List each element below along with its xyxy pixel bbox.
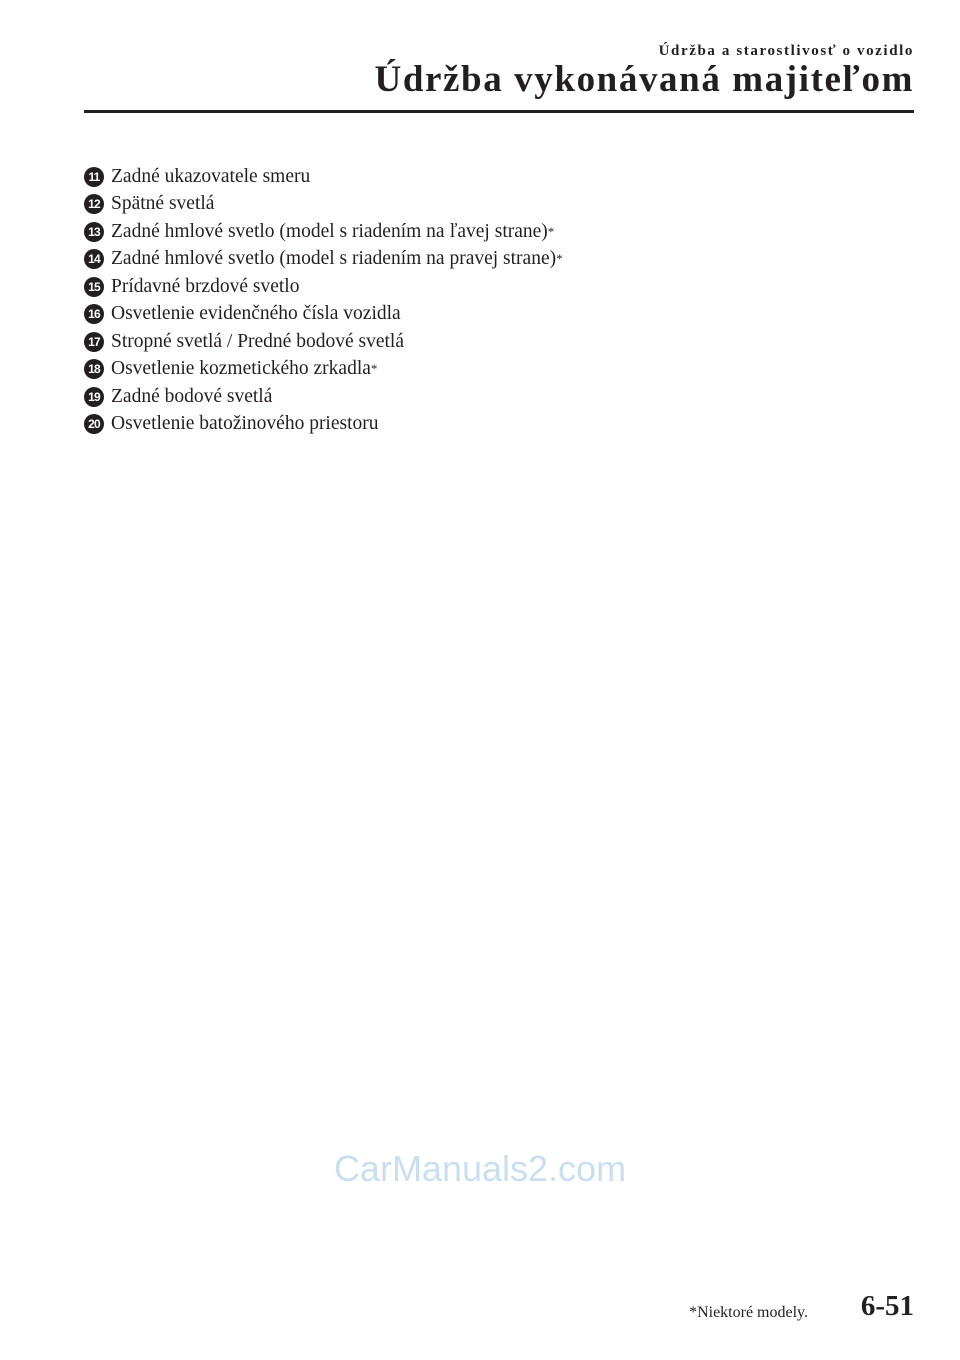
number-badge-icon: 14 bbox=[84, 249, 104, 269]
list-item bbox=[84, 383, 563, 411]
list-item bbox=[84, 328, 563, 356]
page-number: 6-51 bbox=[860, 1290, 914, 1322]
list-item: 18 Osvetlenie kozmetického zrkadla * bbox=[84, 356, 563, 384]
list-item bbox=[84, 411, 563, 439]
list-item-text: Zadné hmlové svetlo (model s riadením na ľavej strane) bbox=[111, 220, 548, 242]
page-title: Údržba vykonávaná majiteľom bbox=[374, 59, 914, 100]
list-item-text: Zadné hmlové svetlo (model s riadením na pravej strane) bbox=[111, 248, 557, 270]
number-badge-icon: 19 bbox=[84, 387, 104, 407]
list-item bbox=[84, 163, 563, 191]
section-heading: Údržba a starostlivosť o vozidlo bbox=[658, 43, 914, 59]
watermark: CarManuals2.com bbox=[333, 1148, 627, 1189]
list-item-text: Osvetlenie evidenčného čísla vozidla bbox=[111, 303, 401, 325]
number-badge-icon: 20 bbox=[84, 414, 104, 434]
number-badge-icon: 18 bbox=[84, 359, 104, 379]
number-badge-icon: 12 bbox=[84, 194, 104, 214]
list-item: 13 Zadné hmlové svetlo (model s riadením na ľavej strane) * bbox=[84, 218, 563, 246]
header-divider bbox=[84, 110, 914, 113]
list-item bbox=[84, 301, 563, 329]
lamp-list bbox=[84, 163, 563, 438]
list-item-text: Osvetlenie batožinového priestoru bbox=[111, 413, 379, 435]
list-item-text: Zadné bodové svetlá bbox=[111, 385, 273, 407]
list-item bbox=[84, 273, 563, 301]
number-badge-icon: 16 bbox=[84, 304, 104, 324]
list-item-text: Stropné svetlá / Predné bodové svetlá bbox=[111, 330, 404, 352]
number-badge-icon: 11 bbox=[84, 167, 104, 187]
list-item: 14 Zadné hmlové svetlo (model s riadením na pravej strane) * bbox=[84, 246, 563, 274]
number-badge-icon: 15 bbox=[84, 277, 104, 297]
list-item-text: Osvetlenie kozmetického zrkadla bbox=[111, 358, 371, 380]
list-item-text: Zadné ukazovatele smeru bbox=[111, 165, 311, 187]
list-item-text: Spätné svetlá bbox=[111, 193, 215, 215]
list-item bbox=[84, 191, 563, 219]
list-item-text: Prídavné brzdové svetlo bbox=[111, 275, 300, 297]
footnote: *Niektoré modely. bbox=[689, 1304, 808, 1321]
number-badge-icon: 13 bbox=[84, 222, 104, 242]
number-badge-icon: 17 bbox=[84, 332, 104, 352]
